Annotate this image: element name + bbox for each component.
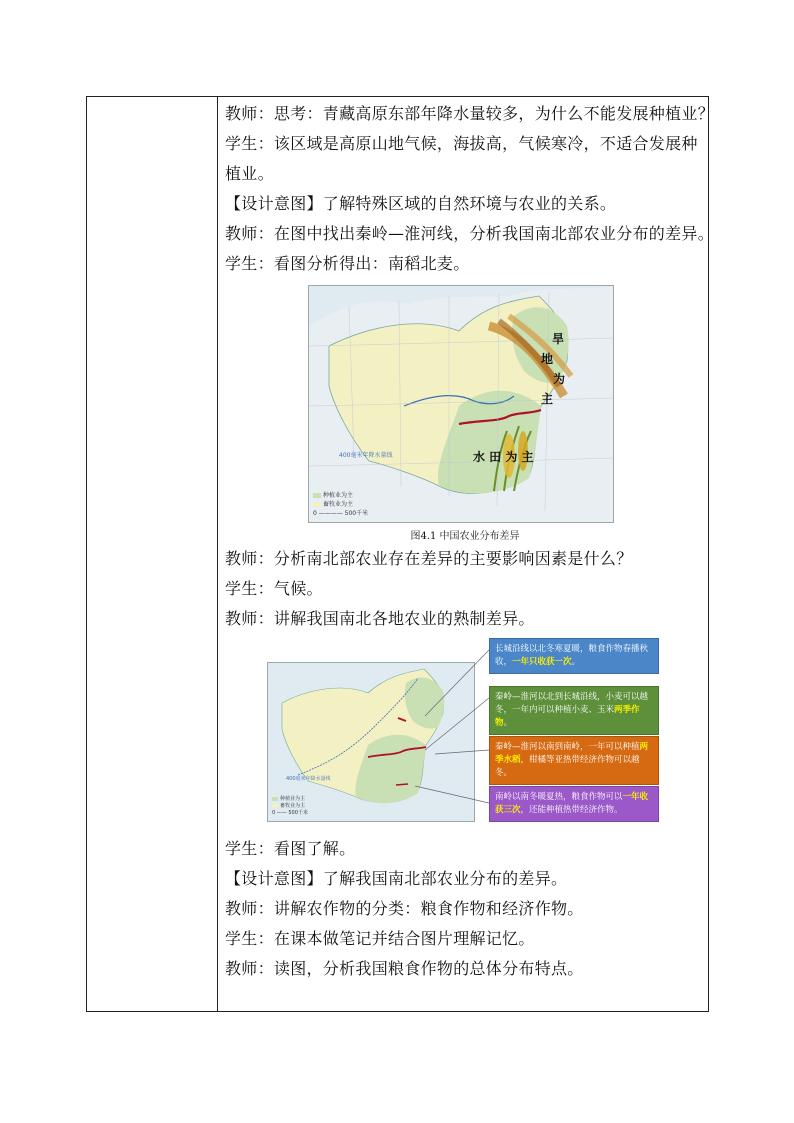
student-answer-rice-wheat: 学生：看图分析得出：南稻北麦。 <box>225 254 470 273</box>
legend-pasture: 畜牧业为主 <box>323 501 354 508</box>
box-nanling-south-text: 南岭以南冬暖夏热，粮食作物可以 <box>495 792 623 802</box>
north-label-char-4: 主 <box>541 392 554 406</box>
scale-bar: 0 ———— <box>313 510 345 517</box>
map-legend <box>313 491 368 518</box>
box-qinling-north-highlight: 两季作物 <box>495 705 640 728</box>
north-label-char-1: 旱 <box>552 332 565 346</box>
scale-label: 500千米 <box>344 510 369 517</box>
box-qinling-south-end: ，柑橘等亚热带经济作物可以越冬。 <box>495 755 640 778</box>
teacher-explain-cropping: 教师：讲解我国南北各地农业的熟制差异。 <box>225 609 535 628</box>
student-answer-climate: 学生：气候。 <box>225 579 323 598</box>
china-map-graphic <box>309 286 614 523</box>
box-north-end: 。 <box>571 657 581 667</box>
lesson-content <box>225 99 715 984</box>
small-scale-label: 500千米 <box>288 810 308 816</box>
student-notes: 学生：在课本做笔记并结合图片理解记忆。 <box>225 929 535 948</box>
teacher-crop-classification: 教师：讲解农作物的分类：粮食作物和经济作物。 <box>225 899 584 918</box>
column-divider <box>217 97 218 1011</box>
north-label-char-2: 地 <box>541 352 554 366</box>
design-intent-1: 【设计意图】了解特殊区域的自然环境与农业的关系。 <box>225 194 617 213</box>
cropping-box-nanling-south <box>489 786 659 822</box>
cropping-box-north <box>489 638 659 674</box>
box-north-text: 长城沿线以北冬寒夏暖，粮食作物春播秋收， <box>495 644 649 667</box>
box-qinling-north-end: 。 <box>503 718 513 728</box>
box-qinling-north-text: 秦岭—淮河以北到长城沿线，小麦可以越冬，一年内可以种植小麦、玉米 <box>495 692 649 715</box>
legend-crop: 种植业为主 <box>323 492 354 499</box>
figure-caption: 图4.1 中国农业分布差异 <box>410 531 520 542</box>
small-scale-bar: 0 —— <box>272 810 289 816</box>
teacher-question-qinghai: 教师：思考：青藏高原东部年降水量较多，为什么不能发展种植业？ <box>225 104 715 123</box>
small-legend-crop: 种植业为主 <box>280 796 306 802</box>
cropping-box-qinling-north <box>489 686 659 735</box>
teacher-grain-distribution: 教师：读图，分析我国粮食作物的总体分布特点。 <box>225 959 584 978</box>
cropping-system-figure <box>267 638 697 828</box>
box-nanling-south-highlight: 一年收获三次 <box>495 792 649 815</box>
small-legend-pasture: 畜牧业为主 <box>280 803 306 809</box>
box-nanling-south-end: ，还能种植热带经济作物。 <box>520 805 623 815</box>
box-qinling-south-highlight: 两季水稻 <box>495 742 649 765</box>
cropping-box-qinling-south <box>489 736 659 785</box>
precipitation-line-label-small: 400毫米年降水量线 <box>286 776 331 782</box>
china-agriculture-map <box>308 285 614 523</box>
design-intent-2: 【设计意图】了解我国南北部农业分布的差异。 <box>225 869 568 888</box>
south-label: 水 田 为 主 <box>473 450 534 464</box>
student-answer-qinghai: 学生：该区域是高原山地气候，海拔高，气候寒冷，不适合发展种植业。 <box>225 134 698 183</box>
box-north-highlight: 一年只收获一次 <box>512 657 572 667</box>
precipitation-line-label: 400毫米年降水量线 <box>339 452 393 459</box>
box-qinling-south-text: 秦岭—淮河以南到南岭，一年可以种植 <box>495 742 640 752</box>
lesson-table <box>86 96 715 1012</box>
teacher-task-qinling: 教师：在图中找出秦岭—淮河线，分析我国南北部农业分布的差异。 <box>225 224 715 243</box>
teacher-question-factor: 教师：分析南北部农业存在差异的主要影响因素是什么？ <box>225 549 633 568</box>
north-label-char-3: 为 <box>553 372 566 386</box>
student-look: 学生：看图了解。 <box>225 839 356 858</box>
